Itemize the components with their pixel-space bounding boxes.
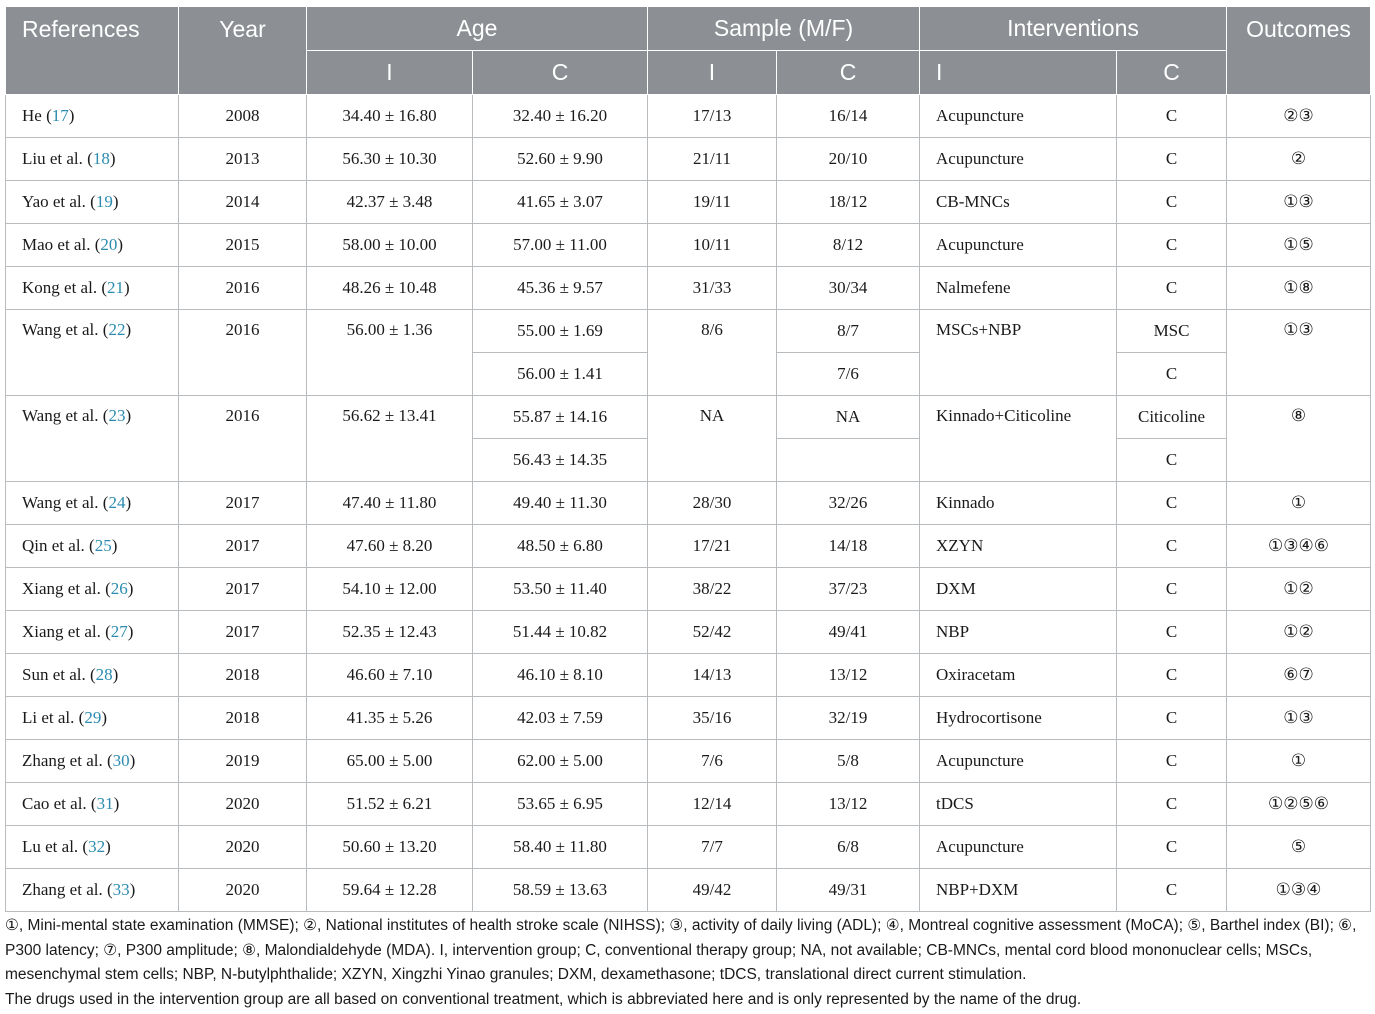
table-row	[6, 482, 1371, 525]
age-i-cell: 59.64 ± 12.28	[307, 869, 473, 912]
outcomes-cell: ①③	[1227, 310, 1371, 396]
sample-i-cell: 17/13	[648, 95, 777, 138]
reference-link[interactable]: 32	[88, 837, 106, 856]
age-c-cell: 62.00 ± 5.00	[473, 740, 648, 783]
sample-i-cell: 38/22	[648, 568, 777, 611]
intervention-i-cell: Acupuncture	[920, 138, 1117, 181]
header-interventions: Interventions	[920, 7, 1227, 51]
author-name: Zhang et al.	[22, 880, 103, 899]
reference-cell: Liu et al. (18)	[6, 138, 179, 181]
table-row	[6, 267, 1371, 310]
sample-i-cell: 8/6	[648, 310, 777, 396]
sample-c-cell: 32/26	[777, 482, 920, 525]
intervention-i-cell: MSCs+NBP	[920, 310, 1117, 396]
outcomes-cell: ①②	[1227, 568, 1371, 611]
header-age: Age	[307, 7, 648, 51]
table-row	[6, 611, 1371, 654]
age-c-cell: 57.00 ± 11.00	[473, 224, 648, 267]
reference-cell: Zhang et al. (30)	[6, 740, 179, 783]
intervention-i-cell: DXM	[920, 568, 1117, 611]
age-c-cell: 41.65 ± 3.07	[473, 181, 648, 224]
reference-cell: Mao et al. (20)	[6, 224, 179, 267]
year-cell: 2016	[179, 310, 307, 396]
author-name: Liu et al.	[22, 149, 83, 168]
age-i-cell: 51.52 ± 6.21	[307, 783, 473, 826]
author-name: Mao et al.	[22, 235, 91, 254]
sample-c-cell: 16/14	[777, 95, 920, 138]
age-c-cell: 45.36 ± 9.57	[473, 267, 648, 310]
reference-link[interactable]: 21	[107, 278, 124, 297]
intervention-i-cell: Oxiracetam	[920, 654, 1117, 697]
sample-c-cell: 13/12	[777, 783, 920, 826]
age-i-cell: 56.62 ± 13.41	[307, 396, 473, 482]
intervention-c-cell: C	[1117, 568, 1227, 611]
outcomes-cell: ①	[1227, 482, 1371, 525]
age-c-cell: 58.40 ± 11.80	[473, 826, 648, 869]
intervention-i-cell: NBP	[920, 611, 1117, 654]
year-cell: 2017	[179, 568, 307, 611]
year-cell: 2013	[179, 138, 307, 181]
header-interventions-i: I	[920, 51, 1117, 95]
reference-cell: Li et al. (29)	[6, 697, 179, 740]
sample-c-cell: 30/34	[777, 267, 920, 310]
sample-i-cell: 7/6	[648, 740, 777, 783]
sample-c-cell: 49/41	[777, 611, 920, 654]
intervention-i-cell: Acupuncture	[920, 740, 1117, 783]
age-c-cell: 55.00 ± 1.69	[473, 310, 648, 353]
intervention-i-cell: Acupuncture	[920, 224, 1117, 267]
sample-c-cell	[777, 439, 920, 482]
table-row	[6, 138, 1371, 181]
sample-c-cell: 18/12	[777, 181, 920, 224]
intervention-c-cell: C	[1117, 654, 1227, 697]
year-cell: 2014	[179, 181, 307, 224]
intervention-i-cell: Kinnado	[920, 482, 1117, 525]
intervention-i-cell: Hydrocortisone	[920, 697, 1117, 740]
sample-i-cell: 12/14	[648, 783, 777, 826]
intervention-c-cell: C	[1117, 869, 1227, 912]
reference-link[interactable]: 26	[110, 579, 128, 598]
sample-c-cell: 20/10	[777, 138, 920, 181]
sample-c-cell: 32/19	[777, 697, 920, 740]
sample-i-cell: 19/11	[648, 181, 777, 224]
intervention-i-cell: Acupuncture	[920, 826, 1117, 869]
outcomes-cell: ②	[1227, 138, 1371, 181]
table-row	[6, 525, 1371, 568]
sample-c-cell: 8/12	[777, 224, 920, 267]
year-cell: 2020	[179, 826, 307, 869]
age-c-cell: 46.10 ± 8.10	[473, 654, 648, 697]
age-c-cell: 42.03 ± 7.59	[473, 697, 648, 740]
year-cell: 2016	[179, 396, 307, 482]
reference-link[interactable]: 19	[95, 192, 113, 211]
year-cell: 2020	[179, 783, 307, 826]
outcomes-cell: ⑧	[1227, 396, 1371, 482]
age-i-cell: 54.10 ± 12.00	[307, 568, 473, 611]
table-row	[6, 783, 1371, 826]
intervention-c-cell: C	[1117, 826, 1227, 869]
reference-link[interactable]: 27	[110, 622, 128, 641]
author-name: Yao et al.	[22, 192, 86, 211]
table-row	[6, 95, 1371, 138]
header-references: References	[6, 7, 179, 95]
intervention-c-cell: C	[1117, 783, 1227, 826]
age-c-cell: 53.65 ± 6.95	[473, 783, 648, 826]
sample-c-cell: 37/23	[777, 568, 920, 611]
table-row	[6, 697, 1371, 740]
year-cell: 2016	[179, 267, 307, 310]
age-i-cell: 52.35 ± 12.43	[307, 611, 473, 654]
intervention-c-cell: C	[1117, 95, 1227, 138]
sample-c-cell: 6/8	[777, 826, 920, 869]
intervention-i-cell: CB-MNCs	[920, 181, 1117, 224]
intervention-i-cell: Acupuncture	[920, 95, 1117, 138]
header-sample-i: I	[648, 51, 777, 95]
intervention-c-cell: C	[1117, 740, 1227, 783]
age-i-cell: 34.40 ± 16.80	[307, 95, 473, 138]
sample-c-cell: 8/7	[777, 310, 920, 353]
outcomes-cell: ①③④⑥	[1227, 525, 1371, 568]
sample-c-cell: 5/8	[777, 740, 920, 783]
age-i-cell: 47.40 ± 11.80	[307, 482, 473, 525]
intervention-c-cell: C	[1117, 611, 1227, 654]
intervention-c-cell: C	[1117, 224, 1227, 267]
footnote-abbreviations: ①, Mini-mental state examination (MMSE); ②, National institutes of health stroke scale (NIHSS); ③, activity of daily living (ADL); ④, Montreal cognitive assessment (MoCA); ⑤, Barthel index (BI); ⑥, P300 latency; ⑦, P300 amplitude; ⑧, Malondialdehyde (MDA). I, intervention group; C, conventional therapy group; NA, not available; CB-MNCs, mental cord blood mononuclear cells; MSCs, mesenchymal stem cells; NBP, N-butylphthalide; XZYN, Xingzhi Yinao granules; DXM, dexamethasone; tDCS, translational direct current stimulation.	[5, 917, 1357, 983]
sample-i-cell: 14/13	[648, 654, 777, 697]
reference-cell: Qin et al. (25)	[6, 525, 179, 568]
sample-i-cell: NA	[648, 396, 777, 482]
age-c-cell: 51.44 ± 10.82	[473, 611, 648, 654]
author-name: Wang et al.	[22, 406, 99, 425]
year-cell: 2017	[179, 611, 307, 654]
reference-cell: Cao et al. (31)	[6, 783, 179, 826]
table-row	[6, 224, 1371, 267]
author-name: Xiang et al.	[22, 579, 101, 598]
age-i-cell: 46.60 ± 7.10	[307, 654, 473, 697]
author-name: Li et al.	[22, 708, 75, 727]
outcomes-cell: ①⑤	[1227, 224, 1371, 267]
table-row	[6, 396, 1371, 439]
sample-c-cell: 7/6	[777, 353, 920, 396]
outcomes-cell: ①②⑤⑥	[1227, 783, 1371, 826]
reference-cell: Wang et al. (23)	[6, 396, 179, 482]
author-name: Wang et al.	[22, 320, 99, 339]
author-name: He	[22, 106, 42, 125]
header-outcomes: Outcomes	[1227, 7, 1371, 95]
outcomes-cell: ⑥⑦	[1227, 654, 1371, 697]
year-cell: 2020	[179, 869, 307, 912]
reference-cell: Yao et al. (19)	[6, 181, 179, 224]
age-c-cell: 52.60 ± 9.90	[473, 138, 648, 181]
reference-cell: Zhang et al. (33)	[6, 869, 179, 912]
sample-i-cell: 31/33	[648, 267, 777, 310]
sample-i-cell: 21/11	[648, 138, 777, 181]
year-cell: 2008	[179, 95, 307, 138]
intervention-c-cell: C	[1117, 482, 1227, 525]
author-name: Zhang et al.	[22, 751, 103, 770]
sample-i-cell: 52/42	[648, 611, 777, 654]
year-cell: 2017	[179, 525, 307, 568]
header-age-i: I	[307, 51, 473, 95]
sample-i-cell: 49/42	[648, 869, 777, 912]
sample-i-cell: 10/11	[648, 224, 777, 267]
age-c-cell: 48.50 ± 6.80	[473, 525, 648, 568]
intervention-c-cell: Citicoline	[1117, 396, 1227, 439]
reference-link[interactable]: 25	[94, 536, 112, 555]
outcomes-cell: ①③④	[1227, 869, 1371, 912]
age-c-cell: 56.43 ± 14.35	[473, 439, 648, 482]
studies-table	[5, 6, 1371, 912]
year-cell: 2019	[179, 740, 307, 783]
sample-c-cell: 13/12	[777, 654, 920, 697]
reference-cell: Lu et al. (32)	[6, 826, 179, 869]
age-i-cell: 42.37 ± 3.48	[307, 181, 473, 224]
author-name: Sun et al.	[22, 665, 86, 684]
reference-cell: Kong et al. (21)	[6, 267, 179, 310]
table-body-multi	[6, 310, 1371, 482]
age-c-cell: 49.40 ± 11.30	[473, 482, 648, 525]
intervention-c-cell: C	[1117, 439, 1227, 482]
table-body-top	[6, 95, 1371, 310]
outcomes-cell: ①②	[1227, 611, 1371, 654]
reference-link[interactable]: 20	[100, 235, 118, 254]
sample-i-cell: 35/16	[648, 697, 777, 740]
year-cell: 2015	[179, 224, 307, 267]
outcomes-cell: ⑤	[1227, 826, 1371, 869]
age-c-cell: 58.59 ± 13.63	[473, 869, 648, 912]
header-age-c: C	[473, 51, 648, 95]
author-name: Cao et al.	[22, 794, 87, 813]
table-row	[6, 568, 1371, 611]
header-sample-c: C	[777, 51, 920, 95]
outcomes-cell: ②③	[1227, 95, 1371, 138]
age-i-cell: 58.00 ± 10.00	[307, 224, 473, 267]
outcomes-cell: ①③	[1227, 697, 1371, 740]
age-i-cell: 65.00 ± 5.00	[307, 740, 473, 783]
age-c-cell: 32.40 ± 16.20	[473, 95, 648, 138]
reference-cell: Xiang et al. (26)	[6, 568, 179, 611]
age-i-cell: 50.60 ± 13.20	[307, 826, 473, 869]
header-interventions-c: C	[1117, 51, 1227, 95]
reference-cell: Wang et al. (24)	[6, 482, 179, 525]
header-sample: Sample (M/F)	[648, 7, 920, 51]
intervention-c-cell: C	[1117, 353, 1227, 396]
sample-c-cell: NA	[777, 396, 920, 439]
intervention-c-cell: C	[1117, 525, 1227, 568]
table-row	[6, 826, 1371, 869]
intervention-c-cell: C	[1117, 267, 1227, 310]
outcomes-cell: ①	[1227, 740, 1371, 783]
sample-c-cell: 49/31	[777, 869, 920, 912]
table-row	[6, 869, 1371, 912]
age-c-cell: 55.87 ± 14.16	[473, 396, 648, 439]
sample-i-cell: 17/21	[648, 525, 777, 568]
reference-link[interactable]: 29	[84, 708, 102, 727]
outcomes-cell: ①⑧	[1227, 267, 1371, 310]
table-row	[6, 181, 1371, 224]
sample-c-cell: 14/18	[777, 525, 920, 568]
reference-link[interactable]: 24	[108, 493, 126, 512]
author-name: Xiang et al.	[22, 622, 101, 641]
reference-cell: He (17)	[6, 95, 179, 138]
year-cell: 2018	[179, 697, 307, 740]
intervention-c-cell: C	[1117, 138, 1227, 181]
intervention-i-cell: Kinnado+Citicoline	[920, 396, 1117, 482]
author-name: Wang et al.	[22, 493, 99, 512]
author-name: Lu et al.	[22, 837, 79, 856]
author-name: Qin et al.	[22, 536, 85, 555]
intervention-i-cell: tDCS	[920, 783, 1117, 826]
reference-link[interactable]: 23	[108, 406, 126, 425]
reference-link[interactable]: 22	[108, 320, 126, 339]
intervention-c-cell: MSC	[1117, 310, 1227, 353]
sample-i-cell: 7/7	[648, 826, 777, 869]
sample-i-cell: 28/30	[648, 482, 777, 525]
year-cell: 2017	[179, 482, 307, 525]
reference-link[interactable]: 31	[96, 794, 114, 813]
intervention-i-cell: NBP+DXM	[920, 869, 1117, 912]
intervention-i-cell: Nalmefene	[920, 267, 1117, 310]
table-row	[6, 654, 1371, 697]
age-c-cell: 56.00 ± 1.41	[473, 353, 648, 396]
reference-cell: Sun et al. (28)	[6, 654, 179, 697]
table-row	[6, 740, 1371, 783]
table-footnote	[5, 914, 1370, 1012]
intervention-c-cell: C	[1117, 697, 1227, 740]
age-i-cell: 48.26 ± 10.48	[307, 267, 473, 310]
header-year: Year	[179, 7, 307, 95]
outcomes-cell: ①③	[1227, 181, 1371, 224]
year-cell: 2018	[179, 654, 307, 697]
age-i-cell: 56.30 ± 10.30	[307, 138, 473, 181]
intervention-c-cell: C	[1117, 181, 1227, 224]
author-name: Kong et al.	[22, 278, 98, 297]
reference-link[interactable]: 17	[51, 106, 69, 125]
age-i-cell: 47.60 ± 8.20	[307, 525, 473, 568]
reference-cell: Wang et al. (22)	[6, 310, 179, 396]
reference-cell: Xiang et al. (27)	[6, 611, 179, 654]
age-c-cell: 53.50 ± 11.40	[473, 568, 648, 611]
reference-link[interactable]: 18	[92, 149, 110, 168]
age-i-cell: 41.35 ± 5.26	[307, 697, 473, 740]
reference-link[interactable]: 33	[112, 880, 130, 899]
table-row	[6, 310, 1371, 353]
reference-link[interactable]: 28	[95, 665, 113, 684]
intervention-i-cell: XZYN	[920, 525, 1117, 568]
age-i-cell: 56.00 ± 1.36	[307, 310, 473, 396]
table-body-bottom	[6, 482, 1371, 912]
reference-link[interactable]: 30	[112, 751, 130, 770]
footnote-note: The drugs used in the intervention group are all based on conventional treatment, which is abbreviated here and is only represented by the name of the drug.	[5, 990, 1082, 1008]
